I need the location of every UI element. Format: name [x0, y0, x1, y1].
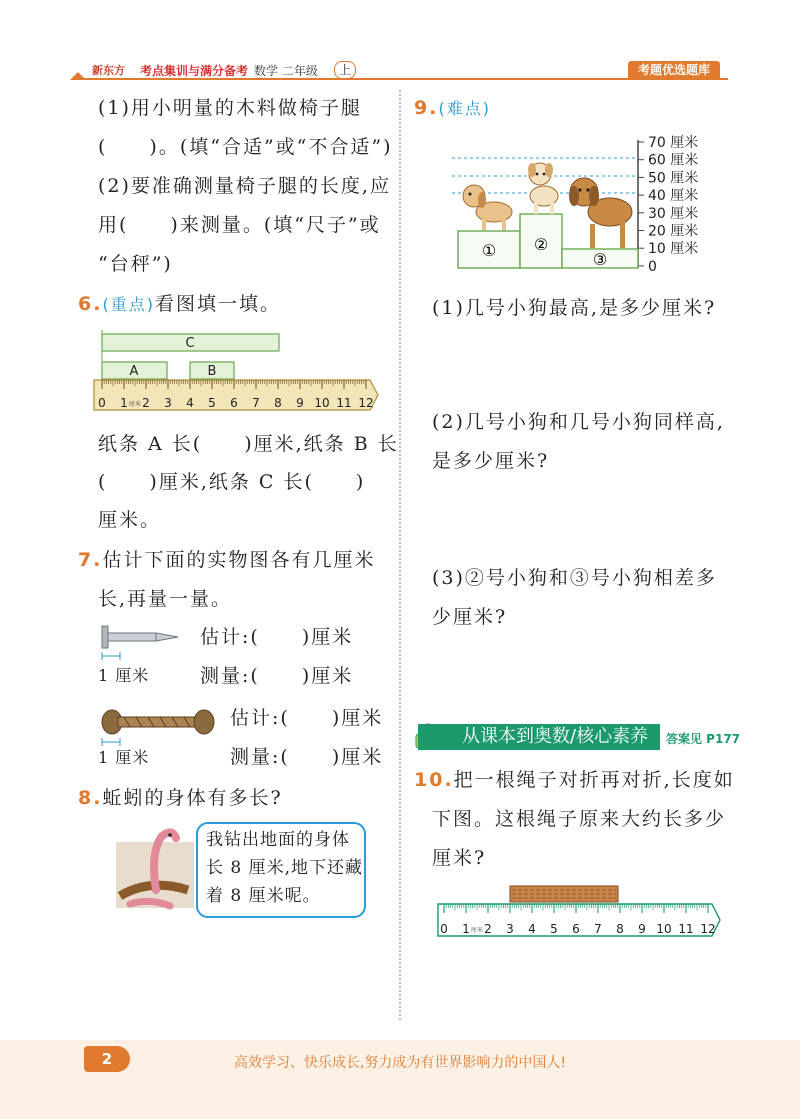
strip-b-label: B: [207, 364, 217, 379]
q6-answer-1: 纸条 A 长( )厘米,纸条 B 长: [98, 433, 399, 455]
ruler-unit-label: 厘米: [128, 401, 142, 408]
estimate-2: 估计:( )厘米: [230, 707, 384, 729]
ruler-tick-label: 1: [120, 396, 128, 410]
scale-label: 30 厘米: [648, 205, 699, 222]
dog-3-icon: [569, 178, 632, 248]
ruler-tick-label: 2: [484, 922, 492, 936]
ruler-tick-label: 4: [528, 922, 536, 936]
q6-text: 看图填一填。: [154, 293, 281, 315]
q9-sub-2a: (2)几号小狗和几号小狗同样高,: [432, 411, 725, 433]
section-banner: 从课本到奥数/核心素养: [418, 724, 660, 750]
nail-head: [102, 626, 108, 648]
q9-number: 9.: [414, 97, 439, 119]
q5-line-3: (2)要准确测量椅子腿的长度,应: [98, 175, 391, 197]
q10-stem: [414, 768, 735, 792]
q8-text: 蚯蚓的身体有多长?: [102, 787, 283, 809]
q9-sub-3a: (3)②号小狗和③号小狗相差多: [432, 567, 717, 589]
strip-a-label: A: [129, 364, 139, 379]
q9-sub-3b: 少厘米?: [432, 606, 508, 628]
q5-line-4: 用( )来测量。(填“尺子”或: [98, 214, 381, 236]
height-scale: [638, 134, 698, 275]
section-tag: 考题优选题库: [628, 61, 720, 79]
rope-body: [118, 717, 198, 727]
rope-knot-right: [194, 710, 214, 734]
q5-line-1: (1)用小明量的木料做椅子腿: [98, 97, 362, 119]
q5-line-2: ( )。(填“合适”或“不合适”): [98, 136, 393, 158]
ruler-tick-label: 4: [186, 396, 194, 410]
volume-badge: 上: [334, 61, 356, 79]
publisher-logo: 新东方: [92, 64, 125, 77]
bubble-line-2: 长 8 厘米,地下还藏: [206, 858, 364, 878]
scale-label: 70 厘米: [648, 135, 699, 151]
scale-label: 10 厘米: [648, 241, 699, 258]
q8-stem: [78, 786, 283, 810]
ruler-tick-label: 10: [314, 396, 330, 410]
ruler-tick-label: 2: [142, 396, 150, 410]
q6-answer-3: 厘米。: [98, 509, 162, 531]
ruler-tick-label: 9: [296, 396, 304, 410]
ruler-tick-label: 8: [274, 396, 282, 410]
bubble-line-3: 着 8 厘米呢。: [206, 886, 321, 906]
ruler-unit-label: 厘米: [470, 927, 484, 934]
ruler-tick-label: 0: [440, 922, 448, 936]
q7-stem: [78, 548, 375, 572]
measure-1: 测量:( )厘米: [200, 665, 354, 687]
ruler-tick-label: 9: [638, 922, 646, 936]
q9-badge: (难点): [438, 99, 491, 118]
ruler-tick-label: 6: [572, 922, 580, 936]
answer-reference: 答案见 P177: [666, 732, 741, 746]
q6-answer-2: ( )厘米,纸条 C 长( ): [98, 471, 366, 493]
dog-1-label: ①: [481, 241, 497, 260]
q6-stem: [78, 292, 281, 317]
ruler-tick-label: 10: [656, 922, 672, 936]
q5-line-5: “台秤”): [98, 253, 173, 275]
ruler-tick-label: 3: [164, 396, 172, 410]
q10-text-3: 厘米?: [432, 847, 487, 869]
scale-label: 20 厘米: [648, 223, 699, 240]
q7-number: 7.: [78, 549, 103, 571]
subject-grade: 数学 二年级: [254, 64, 318, 78]
scale-label: 50 厘米: [648, 170, 699, 187]
strip-c-label: C: [185, 336, 195, 351]
nail-shaft: [108, 633, 156, 641]
ruler-tick-label: 12: [358, 396, 374, 410]
q10-text-1: 把一根绳子对折再对折,长度如: [453, 769, 735, 791]
ruler-tick-label: 5: [208, 396, 216, 410]
estimate-1: 估计:( )厘米: [200, 626, 354, 648]
q7-text-2: 长,再量一量。: [98, 588, 233, 610]
q7-text-1: 估计下面的实物图各有几厘米: [102, 549, 376, 571]
dog-1-icon: [463, 185, 512, 230]
scale-label: 40 厘米: [648, 188, 699, 205]
measure-2: 测量:( )厘米: [230, 746, 384, 768]
ruler-tick-label: 1: [462, 922, 470, 936]
ruler-tick-label: 12: [700, 922, 716, 936]
q9-stem: [414, 96, 491, 121]
bubble-line-1: 我钻出地面的身体: [206, 830, 350, 850]
q10-number: 10.: [414, 769, 454, 791]
dog-2-label: ②: [533, 235, 549, 254]
q10-figure: [432, 884, 732, 946]
ruler-tick-label: 6: [230, 396, 238, 410]
dog-2-icon: [528, 163, 558, 214]
ruler-tick-label: 0: [98, 396, 106, 410]
ruler-tick-label: 7: [252, 396, 260, 410]
worm-eye: [168, 833, 172, 837]
ruler-tick-label: 11: [336, 396, 352, 410]
page-number: 2: [84, 1046, 130, 1072]
scale-label: 0: [648, 258, 657, 275]
unit-label-1: 1 厘米: [98, 666, 150, 685]
ruler-tick-label: 8: [616, 922, 624, 936]
q6-badge: (重点): [102, 295, 155, 314]
dog-3-label: ③: [592, 250, 608, 269]
book-title: 考点集训与满分备考: [140, 64, 249, 78]
q10-text-2: 下图。这根绳子原来大约长多少: [432, 808, 727, 830]
earthworm-image: [110, 822, 200, 914]
unit-label-2: 1 厘米: [98, 748, 150, 767]
ruler-tick-label: 5: [550, 922, 558, 936]
q8-number: 8.: [78, 787, 103, 809]
ruler-tick-label: 3: [506, 922, 514, 936]
footer-slogan: 高效学习、快乐成长,努力成为有世界影响力的中国人!: [233, 1055, 567, 1071]
q6-number: 6.: [78, 293, 103, 315]
scale-label: 60 厘米: [648, 152, 699, 169]
column-divider: [399, 90, 401, 1020]
ruler-tick-label: 11: [678, 922, 694, 936]
ruler-tick-label: 7: [594, 922, 602, 936]
q9-sub-2b: 是多少厘米?: [432, 450, 550, 472]
q9-figure: [452, 132, 712, 278]
q9-sub-1: (1)几号小狗最高,是多少厘米?: [432, 297, 717, 319]
nail-tip: [156, 633, 178, 641]
rope-image: [98, 704, 218, 748]
nail-image: [98, 622, 188, 662]
q6-figure: [92, 330, 392, 414]
